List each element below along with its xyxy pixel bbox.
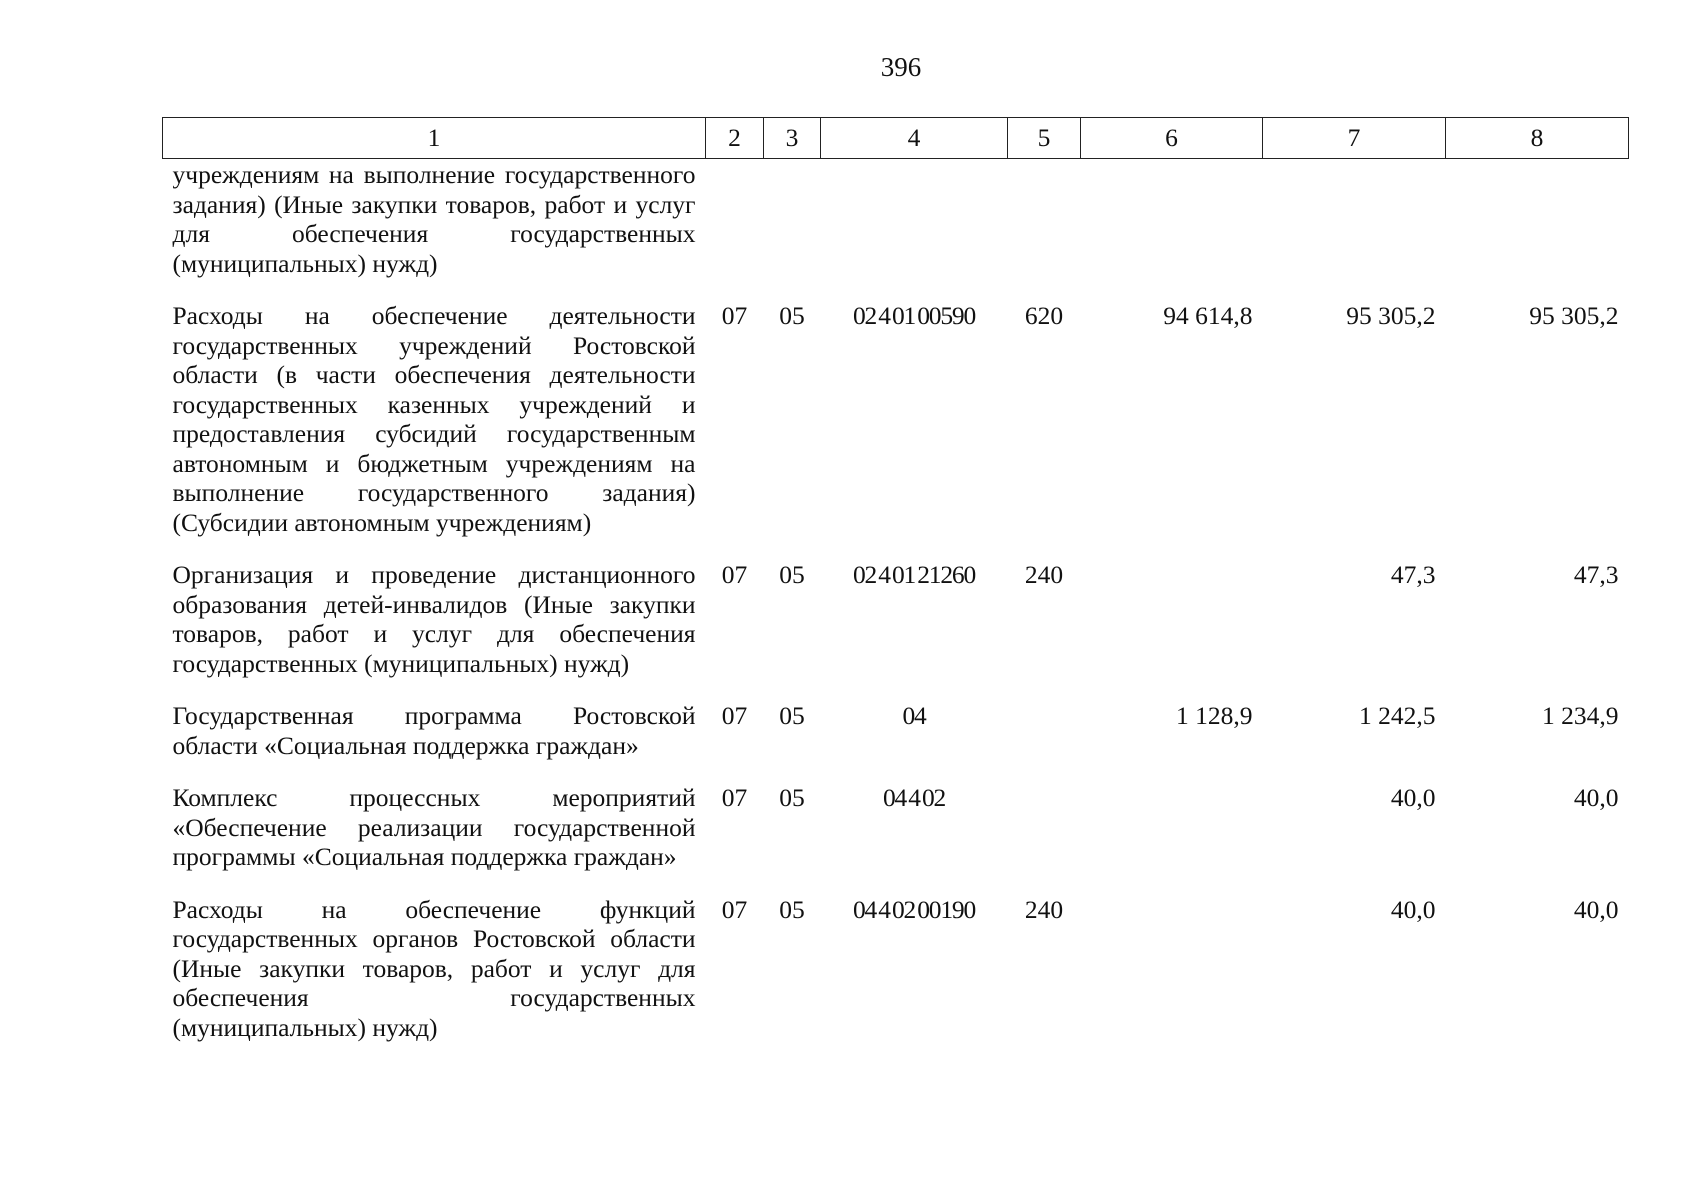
row-amount-col7: 40,0	[1390, 783, 1436, 812]
header-col-8: 8	[1446, 118, 1629, 159]
table-row	[163, 289, 1629, 548]
row-amount-col6: 94 614,8	[1163, 301, 1253, 330]
page-number: 396	[880, 52, 922, 82]
row-target-code: 04 4 02 00190	[852, 894, 976, 924]
row-amount-col8	[1446, 159, 1629, 290]
table-row	[163, 689, 1629, 771]
row-amount-col8: 47,3	[1573, 560, 1619, 589]
table-body	[163, 159, 1629, 1054]
row-description: Организация и проведение дистанционного образования детей-инвалидов (Иные закупки товаров, работ и услуг для обеспечения государственных (муниципальных) нужд)	[172, 560, 696, 678]
row-subsection: 05	[779, 560, 805, 589]
row-amount-col8: 95 305,2	[1529, 301, 1619, 330]
row-amount-col6	[1081, 159, 1263, 290]
header-row	[163, 118, 1629, 159]
table-row	[163, 883, 1629, 1054]
row-subsection: 05	[779, 783, 805, 812]
row-section: 07	[721, 783, 748, 812]
header-col-3: 3	[764, 118, 821, 159]
row-subsection: 05	[779, 894, 805, 924]
row-description: Комплекс процессных мероприятий «Обеспечение реализации государственной программы «Социальная поддержка граждан»	[172, 783, 696, 871]
header-col-1: 1	[163, 118, 706, 159]
row-section: 07	[721, 894, 748, 924]
header-col-2: 2	[706, 118, 764, 159]
row-target-code: 04	[902, 701, 926, 730]
table-row	[163, 771, 1629, 883]
header-col-4: 4	[821, 118, 1008, 159]
row-expense-type: 240	[1024, 560, 1064, 589]
row-amount-col8: 40,0	[1573, 894, 1619, 924]
header-col-6: 6	[1081, 118, 1263, 159]
row-amount-col7: 40,0	[1390, 894, 1436, 924]
row-section	[706, 159, 764, 290]
header-col-7: 7	[1263, 118, 1446, 159]
table-row	[163, 159, 1629, 290]
row-section: 07	[721, 301, 748, 330]
row-target-code: 02 4 01 00590	[852, 301, 976, 330]
row-amount-col6: 1 128,9	[1176, 701, 1253, 730]
row-description: учреждениям на выполнение государственного задания) (Иные закупки товаров, работ и услуг для обеспечения государственных (муниципальных) нужд)	[172, 160, 696, 278]
row-amount-col8: 1 234,9	[1542, 701, 1619, 730]
row-description: Расходы на обеспечение деятельности государственных учреждений Ростовской области (в части обеспечения деятельности государственных казенных учреждений и предоставления субсидий государственным автономным и бюджетным учреждениям на выполнение государственного задания) (Субсидии автономным учреждениям)	[172, 301, 696, 537]
table-row	[163, 548, 1629, 689]
row-amount-col7	[1263, 159, 1446, 290]
row-expense-type	[1008, 689, 1081, 771]
row-target-code	[821, 159, 1008, 290]
row-amount-col6	[1081, 883, 1263, 1054]
row-expense-type: 620	[1024, 301, 1064, 330]
row-target-code: 04 4 02	[882, 783, 946, 812]
row-subsection: 05	[779, 701, 805, 730]
row-section: 07	[721, 701, 748, 730]
row-description: Государственная программа Ростовской области «Социальная поддержка граждан»	[172, 701, 696, 760]
table-header	[163, 118, 1629, 159]
row-expense-type	[1008, 771, 1081, 883]
row-expense-type	[1008, 159, 1081, 290]
budget-table	[162, 117, 1629, 1053]
header-col-5: 5	[1008, 118, 1081, 159]
row-amount-col7: 47,3	[1390, 560, 1436, 589]
row-subsection	[764, 159, 821, 290]
row-target-code: 02 4 01 21260	[852, 560, 976, 589]
row-section: 07	[721, 560, 748, 589]
row-amount-col7: 1 242,5	[1359, 701, 1436, 730]
row-amount-col6	[1081, 771, 1263, 883]
row-amount-col8: 40,0	[1573, 783, 1619, 812]
row-subsection: 05	[779, 301, 805, 330]
row-amount-col7: 95 305,2	[1346, 301, 1436, 330]
row-description: Расходы на обеспечение функций государственных органов Ростовской области (Иные закупки товаров, работ и услуг для обеспечения государственных (муниципальных) нужд)	[172, 894, 696, 1042]
row-amount-col6	[1081, 548, 1263, 689]
row-expense-type: 240	[1024, 894, 1064, 924]
